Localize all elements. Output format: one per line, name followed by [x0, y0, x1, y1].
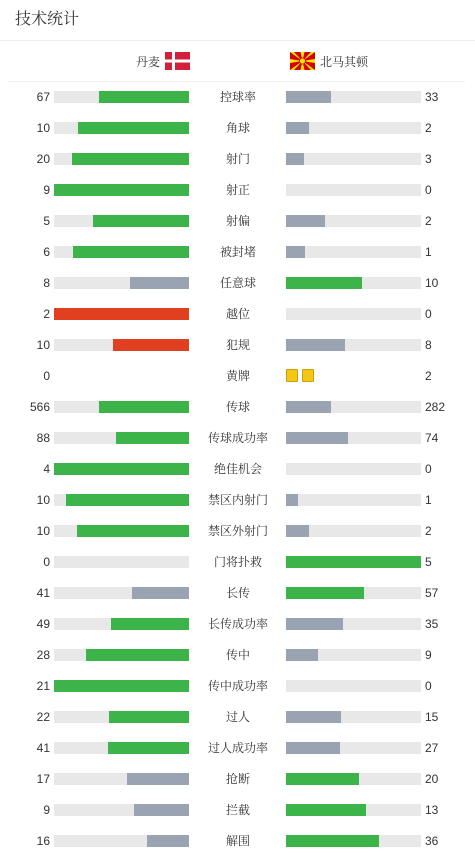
- away-stat-bar: [286, 525, 421, 537]
- section-title: 技术统计: [15, 11, 80, 28]
- away-stat-value: 5: [425, 555, 432, 569]
- home-stat-bar-fill: [77, 525, 189, 537]
- away-stat-bar: [286, 680, 421, 692]
- away-stat-value: 20: [425, 772, 439, 786]
- stat-label: 绝佳机会: [213, 462, 262, 476]
- stat-label: 禁区外射门: [207, 524, 268, 538]
- stat-row: [0, 546, 475, 577]
- away-stat-value: 0: [425, 679, 432, 693]
- away-stat-bar-fill: [286, 432, 348, 444]
- home-stat-bar: [54, 432, 189, 444]
- home-stat-bar-fill: [116, 432, 189, 444]
- home-stat-bar-fill: [134, 804, 189, 816]
- home-stat-bar-fill: [54, 680, 189, 692]
- home-stat-value: 0: [43, 369, 50, 383]
- home-stat-bar: [54, 122, 189, 134]
- away-stat-value: 2: [425, 214, 432, 228]
- away-stat-bar: [286, 494, 421, 506]
- away-stat-bar-fill: [286, 153, 304, 165]
- home-stat-bar: [54, 463, 189, 475]
- home-stat-bar-fill: [54, 463, 189, 475]
- stat-row: [0, 453, 475, 484]
- away-stat-bar-fill: [286, 246, 305, 258]
- home-stat-bar: [54, 153, 189, 165]
- away-stat-value: 74: [425, 431, 439, 445]
- yellow-card-icon: [302, 369, 314, 382]
- home-stat-value: 566: [29, 400, 50, 414]
- home-stat-bar: [54, 711, 189, 723]
- home-stat-bar-fill: [66, 494, 189, 506]
- away-yellow-cards: [286, 369, 314, 382]
- away-stat-value: 36: [425, 834, 439, 848]
- away-stat-bar: [286, 618, 421, 630]
- away-stat-bar: [286, 742, 421, 754]
- stat-label: 长传: [225, 586, 250, 600]
- stat-label: 禁区内射门: [207, 493, 268, 507]
- away-stat-bar: [286, 91, 421, 103]
- home-stat-bar: [54, 91, 189, 103]
- stat-label: 过人成功率: [207, 741, 268, 755]
- away-stat-bar-fill: [286, 401, 331, 413]
- away-stat-bar-fill: [286, 804, 366, 816]
- home-stat-bar: [54, 525, 189, 537]
- stat-label: 传球成功率: [207, 431, 268, 445]
- home-stat-value: 16: [36, 834, 50, 848]
- home-stat-bar-fill: [99, 91, 189, 103]
- away-stat-bar: [286, 215, 421, 227]
- stat-row: [0, 112, 475, 143]
- away-stat-bar: [286, 556, 421, 568]
- away-stat-bar: [286, 649, 421, 661]
- home-stat-bar: [54, 215, 189, 227]
- away-stat-bar: [286, 122, 421, 134]
- away-stat-bar: [286, 432, 421, 444]
- away-stat-bar: [286, 308, 421, 320]
- away-stat-bar: [286, 339, 421, 351]
- home-stat-value: 41: [36, 586, 50, 600]
- home-stat-value: 10: [36, 524, 50, 538]
- away-stat-bar: [286, 587, 421, 599]
- stat-label: 射门: [225, 152, 250, 166]
- home-team[interactable]: [136, 50, 190, 72]
- home-stat-bar-fill: [147, 835, 189, 847]
- stat-row: [0, 329, 475, 360]
- home-stat-value: 10: [36, 338, 50, 352]
- home-stat-bar-fill: [86, 649, 189, 661]
- away-team-name: 北马其顿: [320, 54, 369, 69]
- home-stat-bar: [54, 680, 189, 692]
- home-stat-bar-fill: [93, 215, 189, 227]
- stat-row: [0, 763, 475, 794]
- home-stat-value: 6: [43, 245, 50, 259]
- away-stat-bar-fill: [286, 742, 340, 754]
- away-stat-bar: [286, 463, 421, 475]
- home-stat-bar: [54, 587, 189, 599]
- stat-label: 长传成功率: [207, 617, 268, 631]
- away-stat-bar: [286, 773, 421, 785]
- stat-label: 传球: [225, 400, 250, 414]
- home-stat-bar: [54, 494, 189, 506]
- home-stat-bar: [54, 773, 189, 785]
- away-stat-value: 2: [425, 121, 432, 135]
- home-stat-bar-fill: [111, 618, 189, 630]
- home-stat-bar-fill: [54, 308, 189, 320]
- away-stat-value: 35: [425, 617, 439, 631]
- stat-row: [0, 298, 475, 329]
- away-stat-bar: [286, 804, 421, 816]
- stat-label: 角球: [225, 121, 250, 135]
- away-stat-value: 2: [425, 369, 432, 383]
- home-stat-bar: [54, 804, 189, 816]
- stat-row: [0, 422, 475, 453]
- home-stat-value: 21: [36, 679, 50, 693]
- away-stat-bar-fill: [286, 556, 421, 568]
- away-stat-value: 0: [425, 307, 432, 321]
- stat-row: [0, 670, 475, 701]
- home-stat-value: 9: [43, 803, 50, 817]
- home-stat-bar: [54, 277, 189, 289]
- home-stat-bar: [54, 401, 189, 413]
- away-stat-bar-fill: [286, 277, 362, 289]
- away-stat-value: 27: [425, 741, 439, 755]
- away-stat-bar-fill: [286, 525, 309, 537]
- away-stat-bar: [286, 711, 421, 723]
- away-stat-bar: [286, 401, 421, 413]
- stat-row: [0, 639, 475, 670]
- home-stat-bar-fill: [109, 711, 189, 723]
- stat-row: [0, 515, 475, 546]
- stat-label: 黄牌: [225, 369, 250, 383]
- away-stat-bar-fill: [286, 618, 343, 630]
- home-stat-value: 67: [36, 90, 50, 104]
- away-stat-bar-fill: [286, 773, 359, 785]
- home-stat-value: 88: [36, 431, 50, 445]
- home-stat-value: 22: [36, 710, 50, 724]
- away-stat-value: 15: [425, 710, 439, 724]
- home-stat-value: 28: [36, 648, 50, 662]
- stat-row: [0, 143, 475, 174]
- away-stat-bar: [286, 184, 421, 196]
- yellow-card-icon: [286, 369, 298, 382]
- home-stat-bar: [54, 742, 189, 754]
- away-stat-bar: [286, 153, 421, 165]
- stat-label: 门将扑救: [213, 555, 262, 569]
- away-stat-bar-fill: [286, 339, 345, 351]
- home-stat-value: 20: [36, 152, 50, 166]
- stat-row: [0, 701, 475, 732]
- away-stat-bar-fill: [286, 122, 309, 134]
- home-stat-bar: [54, 246, 189, 258]
- away-stat-value: 282: [425, 400, 446, 414]
- home-stat-bar: [54, 308, 189, 320]
- away-stat-value: 8: [425, 338, 432, 352]
- home-stat-bar-fill: [54, 184, 189, 196]
- away-stat-bar-fill: [286, 835, 379, 847]
- home-stat-bar-fill: [73, 246, 189, 258]
- away-stat-value: 13: [425, 803, 439, 817]
- away-stat-bar-fill: [286, 91, 331, 103]
- away-stat-bar: [286, 277, 421, 289]
- home-stat-value: 2: [43, 307, 50, 321]
- stat-row: [0, 236, 475, 267]
- home-stat-bar: [54, 649, 189, 661]
- away-stat-value: 0: [425, 183, 432, 197]
- away-team[interactable]: [290, 50, 368, 72]
- stat-row: [0, 484, 475, 515]
- home-stat-value: 9: [43, 183, 50, 197]
- stat-row: [0, 794, 475, 825]
- stat-label: 解围: [225, 834, 250, 848]
- stat-label: 射正: [225, 183, 250, 197]
- teams-header: [0, 50, 475, 72]
- away-stat-value: 3: [425, 152, 432, 166]
- home-stat-bar-fill: [99, 401, 189, 413]
- away-stat-value: 57: [425, 586, 439, 600]
- away-stat-bar-fill: [286, 711, 341, 723]
- north-macedonia-flag-icon: [290, 52, 315, 70]
- away-stat-bar-fill: [286, 649, 318, 661]
- stat-label: 任意球: [219, 276, 256, 290]
- away-stat-bar: [286, 835, 421, 847]
- stat-label: 越位: [225, 307, 250, 321]
- stat-label: 射偏: [225, 214, 250, 228]
- home-stat-value: 10: [36, 493, 50, 507]
- home-stat-bar-fill: [130, 277, 189, 289]
- home-stat-value: 5: [43, 214, 50, 228]
- stat-label: 控球率: [219, 90, 256, 104]
- stat-row: [0, 267, 475, 298]
- home-stat-bar: [54, 618, 189, 630]
- home-stat-bar-fill: [127, 773, 189, 785]
- stat-label: 犯规: [225, 338, 250, 352]
- home-stat-value: 0: [43, 555, 50, 569]
- home-stat-bar-fill: [132, 587, 189, 599]
- stat-label: 过人: [225, 710, 250, 724]
- title-divider: [0, 40, 475, 41]
- stat-row: [0, 391, 475, 422]
- home-stat-value: 10: [36, 121, 50, 135]
- stat-row: [0, 174, 475, 205]
- away-stat-value: 10: [425, 276, 439, 290]
- home-stat-bar-fill: [78, 122, 189, 134]
- away-stat-bar: [286, 246, 421, 258]
- stat-row: [0, 205, 475, 236]
- stat-row: [0, 608, 475, 639]
- away-stat-value: 1: [425, 493, 432, 507]
- home-stat-bar: [54, 556, 189, 568]
- stat-row: [0, 825, 475, 856]
- away-stat-bar-fill: [286, 494, 298, 506]
- home-team-name: 丹麦: [135, 54, 160, 69]
- stats-list: [0, 81, 475, 856]
- away-stat-value: 1: [425, 245, 432, 259]
- away-stat-bar-fill: [286, 215, 325, 227]
- stat-label: 被封堵: [219, 245, 256, 259]
- home-stat-bar-fill: [72, 153, 189, 165]
- home-stat-bar-fill: [108, 742, 189, 754]
- stat-label: 传中成功率: [207, 679, 268, 693]
- stat-row: [0, 360, 475, 391]
- stat-label: 抢断: [225, 772, 250, 786]
- home-stat-value: 41: [36, 741, 50, 755]
- away-stat-value: 0: [425, 462, 432, 476]
- home-stat-bar: [54, 339, 189, 351]
- stat-row: [0, 577, 475, 608]
- away-stat-bar-fill: [286, 587, 364, 599]
- denmark-flag-icon: [165, 52, 190, 70]
- home-stat-bar: [54, 184, 189, 196]
- home-stat-bar-fill: [113, 339, 189, 351]
- home-stat-value: 8: [43, 276, 50, 290]
- away-stat-value: 33: [425, 90, 439, 104]
- away-stat-value: 9: [425, 648, 432, 662]
- home-stat-bar: [54, 835, 189, 847]
- home-stat-value: 4: [43, 462, 50, 476]
- stat-row: [0, 81, 475, 112]
- away-stat-value: 2: [425, 524, 432, 538]
- stat-row: [0, 732, 475, 763]
- stat-label: 传中: [225, 648, 250, 662]
- home-stat-value: 17: [36, 772, 50, 786]
- stat-label: 拦截: [225, 803, 250, 817]
- home-stat-value: 49: [36, 617, 50, 631]
